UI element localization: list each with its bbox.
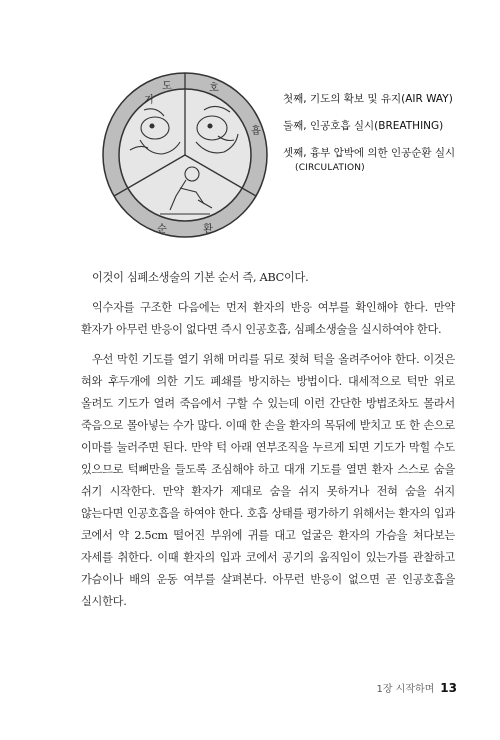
legend-text-airway: 첫째, 기도의 확보 및 유지(AIR WAY) [283,93,453,105]
legend-text-circulation: 셋째, 흉부 압박에 의한 인공순환 실시 [283,147,456,159]
ring-label-gi: 기 [144,95,154,106]
legend-item-breathing [283,119,483,134]
abc-legend [283,92,483,188]
ring-label-do: 도 [162,81,172,92]
cpr-circle-illustration [100,70,270,240]
ring-label-heup: 흡 [251,126,261,137]
legend-text-breathing: 둘째, 인공호흡 실시(BREATHING) [283,120,444,132]
paragraph-1: 이것이 심폐소생술의 기본 순서 즉, ABC이다. [92,271,309,284]
body-text [81,267,455,621]
ring-label-ho: 호 [209,83,219,94]
page-footer [376,680,457,695]
chapter-title: 1장 시작하며 [376,684,435,695]
ring-label-sun: 순 [157,224,167,235]
legend-subtext-circulation: (CIRCULATION) [295,163,365,173]
cpr-abc-figure [100,70,270,240]
paragraph-2: 익수자를 구조한 다음에는 먼저 환자의 반응 여부를 확인해야 한다. 만약 환자가 아무런 반응이 없다면 즉시 인공호흡, 심폐소생술을 실시하여야 한다. [81,301,455,336]
legend-item-circulation [283,146,483,176]
ring-label-hwan: 환 [203,224,213,235]
paragraph-3: 우선 막힌 기도를 열기 위해 머리를 뒤로 젖혀 턱을 올려주어야 한다. 이것은 혀와 후두개에 의한 기도 폐쇄를 방지하는 방법이다. 대세적으로 턱만 위로 올려도 기도가 열려 죽음에서 구할 수 있는데 이런 간단한 방법조차도 몰라서 죽음으로 몰아넣는 수가 많다. 이때 한 손을 환자의 목뒤에 받치고 또 한 손으로 이마를 눌러주면 된다. 만약 턱 아래 연부조직을 누르게 되면 기도가 막힐 수도 있으므로 턱뼈만을 들도록 조심해야 하고 대개 기도를 열면 환자 스스로 숨을 쉬기 시작한다. 만약 환자가 제대로 숨을 쉬지 못하거나 전혀 숨을 쉬지 않는다면 인공호흡을 하여야 한다. 호흡 상태를 평가하기 위해서는 환자의 입과 코에서 약 2.5cm 떨어진 부위에 귀를 대고 얼굴은 환자의 가슴을 쳐다보는 자세를 취한다. 이때 환자의 입과 코에서 공기의 움직임이 있는가를 관찰하고 가슴이나 배의 운동 여부를 살펴본다. 아무런 반응이 없으면 곧 인공호흡을 실시한다. [81,353,455,608]
page-number: 13 [440,681,457,695]
legend-item-airway [283,92,483,107]
